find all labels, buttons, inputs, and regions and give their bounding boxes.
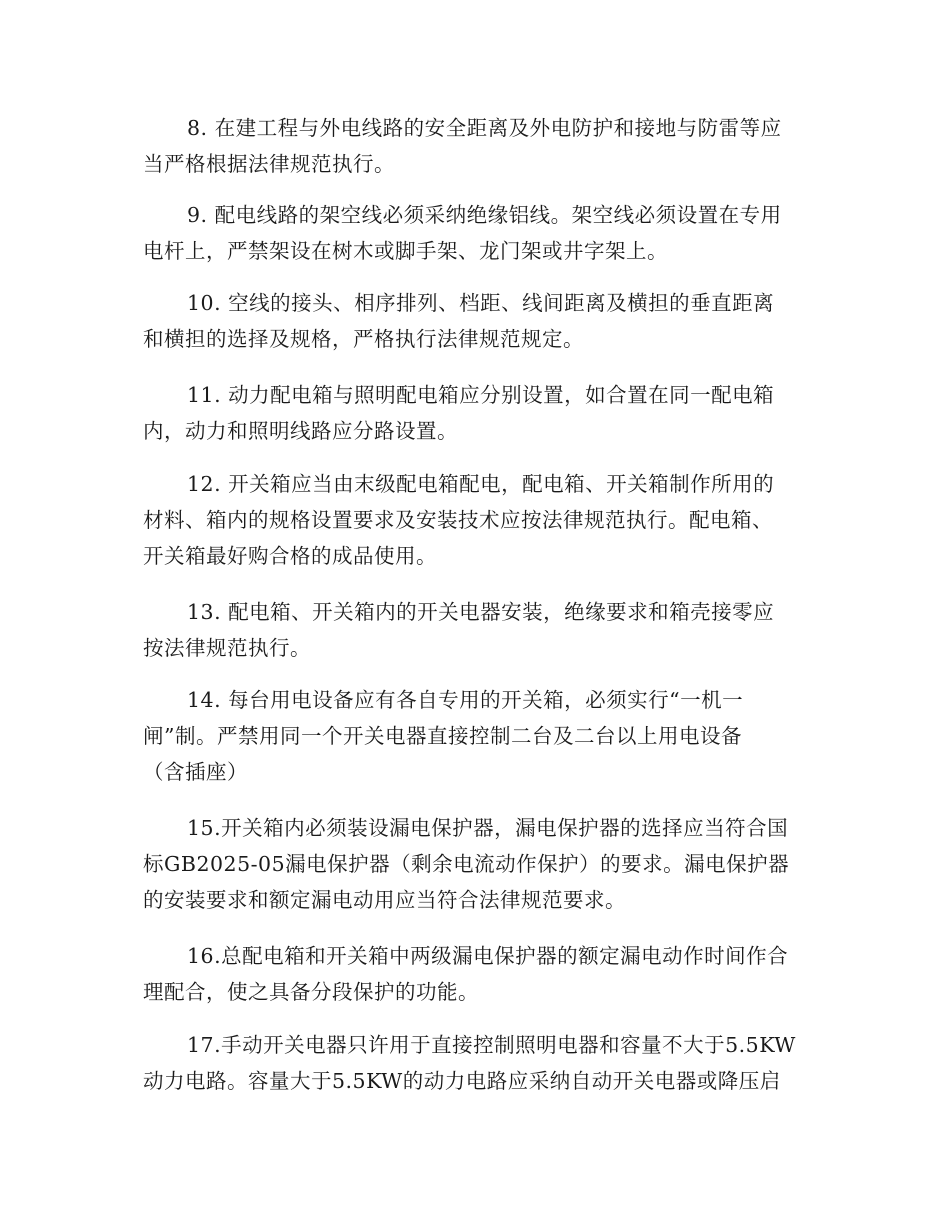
paragraph-line: 8. 在建工程与外电线路的安全距离及外电防护和接地与防雷等应	[187, 116, 782, 140]
paragraph-line: 电杆上，严禁架设在树木或脚手架、龙门架或井字架上。	[143, 239, 668, 263]
paragraph-line: 16.总配电箱和开关箱中两级漏电保护器的额定漏电动作时间作合	[187, 944, 789, 968]
paragraph-line: 开关箱最好购合格的成品使用。	[143, 544, 437, 568]
paragraph-line: 当严格根据法律规范执行。	[143, 152, 395, 176]
paragraph-12	[143, 466, 813, 574]
paragraph-line: 17.手动开关电器只许用于直接控制照明电器和容量不大于5.5KW	[187, 1033, 796, 1057]
paragraph-line: 9. 配电线路的架空线必须采纳绝缘铝线。架空线必须设置在专用	[187, 203, 782, 227]
paragraph-line: 10. 空线的接头、相序排列、档距、线间距离及横担的垂直距离	[187, 291, 775, 315]
paragraph-16	[143, 938, 813, 1010]
paragraph-8	[143, 110, 813, 182]
paragraph-line: 11. 动力配电箱与照明配电箱应分别设置，如合置在同一配电箱	[187, 383, 775, 407]
paragraph-line: 的安装要求和额定漏电动用应当符合法律规范要求。	[143, 888, 626, 912]
paragraph-line: 和横担的选择及规格，严格执行法律规范规定。	[143, 327, 584, 351]
paragraph-9	[143, 197, 813, 269]
paragraph-17	[143, 1027, 813, 1099]
paragraph-line: 12. 开关箱应当由末级配电箱配电，配电箱、开关箱制作所用的	[187, 472, 775, 496]
paragraph-13	[143, 594, 813, 666]
paragraph-line: 动力电路。容量大于5.5KW的动力电路应采纳自动开关电器或降压启	[143, 1069, 781, 1093]
paragraph-line: （含插座）	[143, 760, 248, 784]
paragraph-line: 14. 每台用电设备应有各自专用的开关箱，必须实行“一机一	[187, 688, 744, 712]
paragraph-14	[143, 682, 813, 790]
paragraph-line: 闸”制。严禁用同一个开关电器直接控制二台及二台以上用电设备	[143, 724, 742, 748]
paragraph-line: 13. 配电箱、开关箱内的开关电器安装，绝缘要求和箱壳接零应	[187, 600, 775, 624]
paragraph-10	[143, 285, 813, 357]
paragraph-line: 内，动力和照明线路应分路设置。	[143, 419, 458, 443]
paragraph-line: 15.开关箱内必须装设漏电保护器，漏电保护器的选择应当符合国	[187, 816, 789, 840]
paragraph-11	[143, 377, 813, 449]
paragraph-line: 按法律规范执行。	[143, 636, 311, 660]
paragraph-line: 理配合，使之具备分段保护的功能。	[143, 980, 479, 1004]
paragraph-line: 材料、箱内的规格设置要求及安装技术应按法律规范执行。配电箱、	[143, 508, 773, 532]
paragraph-line: 标GB2025-05漏电保护器（剩余电流动作保护）的要求。漏电保护器	[143, 852, 790, 876]
paragraph-15	[143, 810, 813, 918]
